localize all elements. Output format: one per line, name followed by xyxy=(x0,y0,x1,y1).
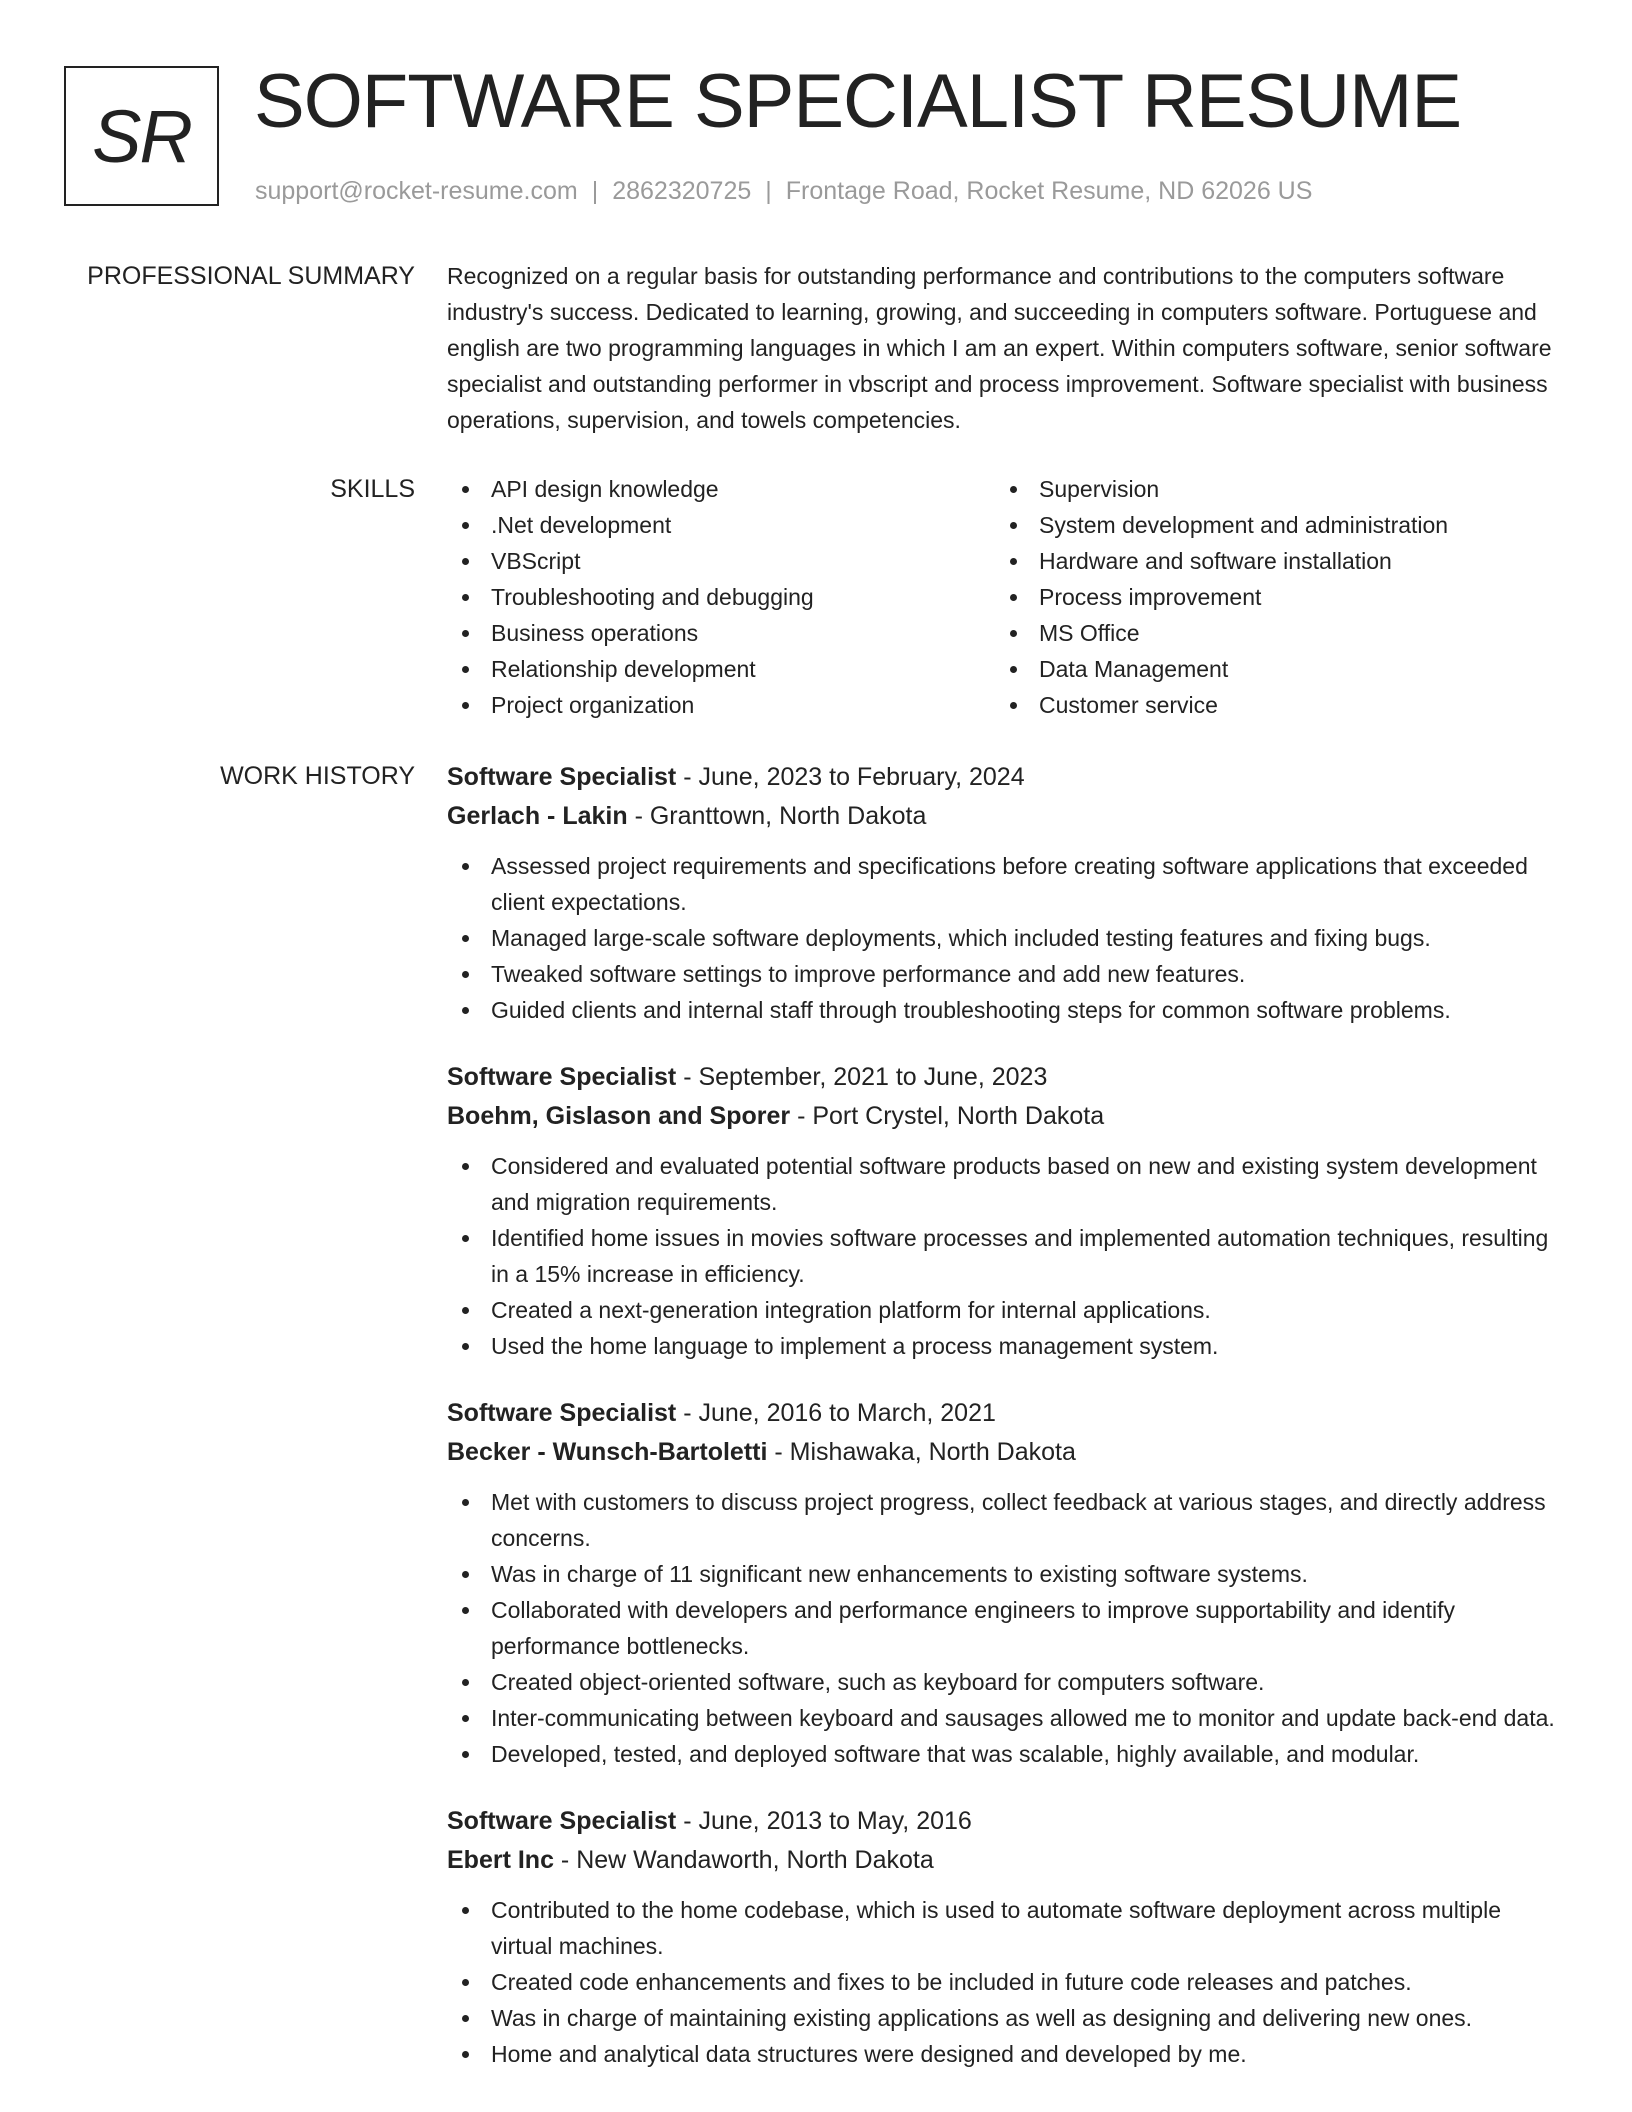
job-dates: - September, 2021 to June, 2023 xyxy=(676,1063,1048,1091)
job-title-line xyxy=(447,1394,1567,1432)
contact-separator: | xyxy=(765,177,772,205)
job-bullet: Was in charge of 11 significant new enhancements to existing software systems. xyxy=(447,1556,1567,1592)
job-entry xyxy=(447,1802,1567,2072)
job-bullet: Contributed to the home codebase, which is used to automate software deployment across multiple virtual machines. xyxy=(447,1892,1567,1964)
job-bullet: Home and analytical data structures were designed and developed by me. xyxy=(447,2036,1567,2072)
monogram-logo xyxy=(64,66,219,206)
job-company: Gerlach - Lakin xyxy=(447,802,628,830)
contact-phone[interactable]: 2862320725 xyxy=(612,177,752,205)
job-bullet: Created object-oriented software, such as keyboard for computers software. xyxy=(447,1664,1567,1700)
summary-body xyxy=(447,258,1567,438)
job-title-line xyxy=(447,758,1567,796)
job-location: - Granttown, North Dakota xyxy=(627,802,927,830)
job-title-line xyxy=(447,1802,1567,1840)
job-bullet: Managed large-scale software deployments, which included testing features and fixing bugs. xyxy=(447,920,1567,956)
contact-separator: | xyxy=(591,177,599,205)
job-dates: - June, 2016 to March, 2021 xyxy=(676,1399,996,1427)
skill-item: Data Management xyxy=(995,651,1543,687)
job-bullet: Created a next-generation integration platform for internal applications. xyxy=(447,1292,1567,1328)
job-location: - New Wandaworth, North Dakota xyxy=(553,1846,934,1874)
job-title: Software Specialist xyxy=(447,1063,677,1091)
job-entry xyxy=(447,758,1567,1028)
skills-column-left xyxy=(447,471,995,723)
job-location: - Mishawaka, North Dakota xyxy=(767,1438,1076,1466)
job-dates: - June, 2023 to February, 2024 xyxy=(676,763,1025,791)
job-bullet: Was in charge of maintaining existing applications as well as designing and delivering new ones. xyxy=(447,2000,1567,2036)
skills-column-right xyxy=(995,471,1543,723)
job-bullet: Created code enhancements and fixes to be included in future code releases and patches. xyxy=(447,1964,1567,2000)
contact-line xyxy=(255,174,1312,208)
skill-item: Hardware and software installation xyxy=(995,543,1543,579)
job-bullet: Guided clients and internal staff through troubleshooting steps for common software problems. xyxy=(447,992,1567,1028)
contact-address: Frontage Road, Rocket Resume, ND 62026 US xyxy=(785,177,1313,205)
skill-item: System development and administration xyxy=(995,507,1543,543)
job-company-line xyxy=(447,1840,1567,1880)
skill-item: Business operations xyxy=(447,615,995,651)
job-bullet: Tweaked software settings to improve performance and add new features. xyxy=(447,956,1567,992)
job-company: Becker - Wunsch-Bartoletti xyxy=(447,1438,768,1466)
job-entry xyxy=(447,1394,1567,1772)
job-bullet: Considered and evaluated potential software products based on new and existing system development and migration requirements. xyxy=(447,1148,1567,1220)
job-title: Software Specialist xyxy=(447,763,677,791)
skill-item: VBScript xyxy=(447,543,995,579)
skills-heading: SKILLS xyxy=(330,475,415,503)
skill-item: Troubleshooting and debugging xyxy=(447,579,995,615)
monogram-initials: SR xyxy=(92,94,191,178)
job-entry xyxy=(447,1058,1567,1364)
job-title-line xyxy=(447,1058,1567,1096)
job-bullet: Collaborated with developers and performance engineers to improve supportability and identify performance bottlenecks. xyxy=(447,1592,1567,1664)
job-bullet: Identified home issues in movies software processes and implemented automation techniques, resulting in a 15% increase in efficiency. xyxy=(447,1220,1567,1292)
skill-item: .Net development xyxy=(447,507,995,543)
job-title: Software Specialist xyxy=(447,1399,677,1427)
job-bullet: Inter-communicating between keyboard and sausages allowed me to monitor and update back-end data. xyxy=(447,1700,1567,1736)
skill-item: Relationship development xyxy=(447,651,995,687)
job-bullet: Developed, tested, and deployed software that was scalable, highly available, and modular. xyxy=(447,1736,1567,1772)
job-dates: - June, 2013 to May, 2016 xyxy=(676,1807,972,1835)
job-bullet: Used the home language to implement a process management system. xyxy=(447,1328,1567,1364)
resume-title: SOFTWARE SPECIALIST RESUME xyxy=(254,59,1462,144)
contact-email[interactable]: support@rocket-resume.com xyxy=(255,177,578,205)
skill-item: Process improvement xyxy=(995,579,1543,615)
skill-item: API design knowledge xyxy=(447,471,995,507)
work-history-heading: WORK HISTORY xyxy=(220,762,415,790)
skill-item: MS Office xyxy=(995,615,1543,651)
skill-item: Project organization xyxy=(447,687,995,723)
skills-body xyxy=(447,471,1567,723)
skill-item: Supervision xyxy=(995,471,1543,507)
job-company-line xyxy=(447,1096,1567,1136)
job-company-line xyxy=(447,796,1567,836)
summary-heading: PROFESSIONAL SUMMARY xyxy=(87,262,415,290)
job-title: Software Specialist xyxy=(447,1807,677,1835)
work-history-body xyxy=(447,758,1567,2102)
skill-item: Customer service xyxy=(995,687,1543,723)
job-company-line xyxy=(447,1432,1567,1472)
job-bullet: Assessed project requirements and specifications before creating software applications that exceeded client expectations. xyxy=(447,848,1567,920)
job-bullet: Met with customers to discuss project progress, collect feedback at various stages, and directly address concerns. xyxy=(447,1484,1567,1556)
summary-text: Recognized on a regular basis for outstanding performance and contributions to the computers software industry's success. Dedicated to learning, growing, and succeeding in computers software. Portuguese and english are two programming languages in which I am an expert. Within computers software, senior software specialist and outstanding performer in vbscript and process improvement. Software specialist with business operations, supervision, and towels competencies. xyxy=(447,263,1552,433)
job-company: Boehm, Gislason and Sporer xyxy=(447,1102,791,1130)
job-company: Ebert Inc xyxy=(447,1846,554,1874)
job-location: - Port Crystel, North Dakota xyxy=(790,1102,1105,1130)
